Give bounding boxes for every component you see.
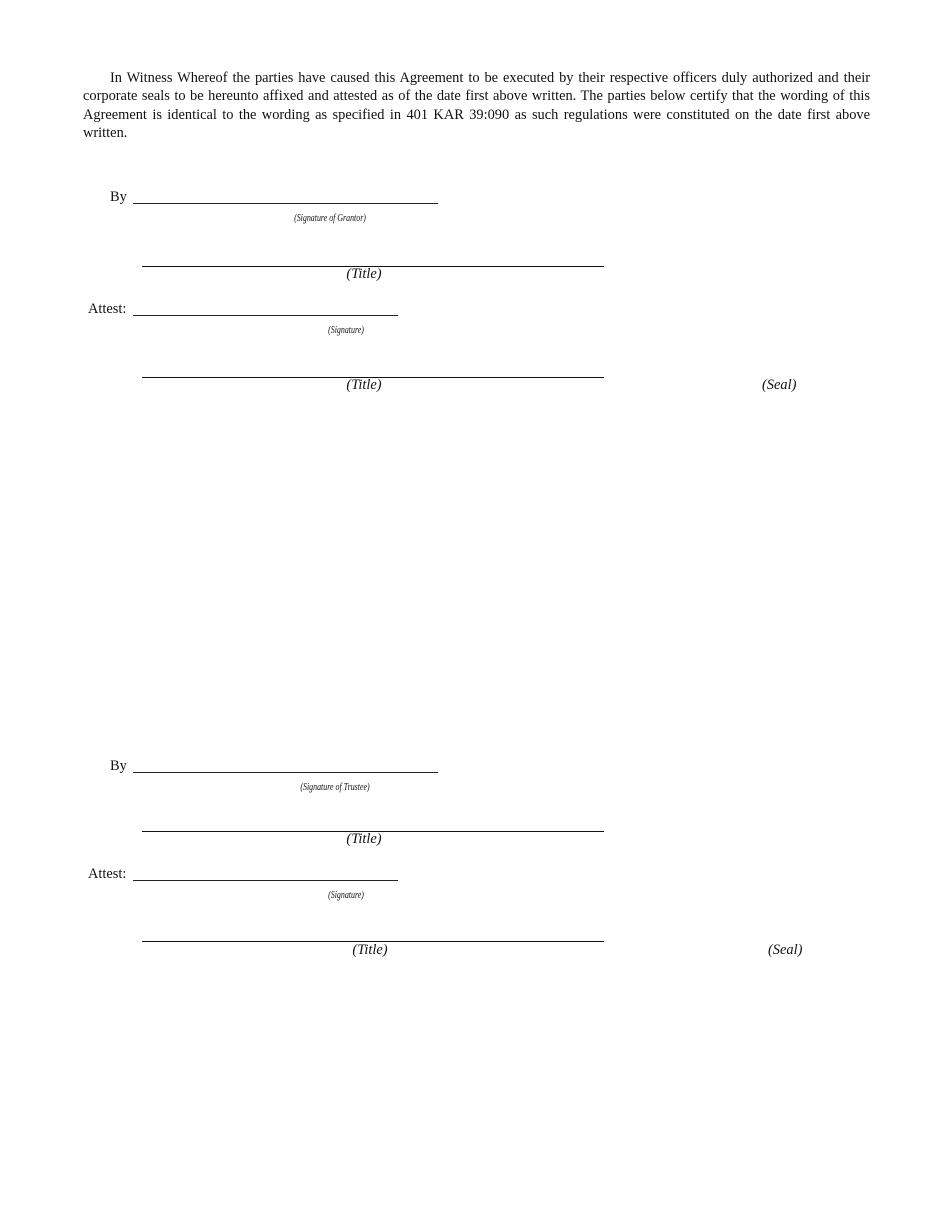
grantor-attest-line[interactable] [133,315,398,316]
grantor-signature-caption: (Signature of Grantor) [294,212,366,224]
trustee-attest-caption: (Signature) [328,889,364,901]
grantor-attest-title-caption: (Title) [346,377,382,393]
trustee-signature-caption: (Signature of Trustee) [300,781,370,793]
grantor-signature-line[interactable] [133,203,438,204]
grantor-by-label: By [110,189,127,205]
trustee-by-label: By [110,758,127,774]
trustee-attest-title-caption: (Title) [352,942,388,958]
trustee-title-caption: (Title) [346,831,382,847]
grantor-title-caption: (Title) [346,266,382,282]
witness-paragraph: In Witness Whereof the parties have caused this Agreement to be executed by their respective officers duly authorized and their corporate seals to be hereunto affixed and attested as of the date first above written. The parties below certify that the wording of this Agreement is identical to the wording as specified in 401 KAR 39:090 as such regulations were constituted on the date first above written. [83,70,870,142]
trustee-attest-line[interactable] [133,880,398,881]
grantor-attest-caption: (Signature) [328,324,364,336]
grantor-attest-label: Attest: [88,301,127,317]
trustee-signature-line[interactable] [133,772,438,773]
trustee-seal-label: (Seal) [768,942,803,958]
grantor-seal-label: (Seal) [762,377,797,393]
trustee-attest-label: Attest: [88,866,127,882]
